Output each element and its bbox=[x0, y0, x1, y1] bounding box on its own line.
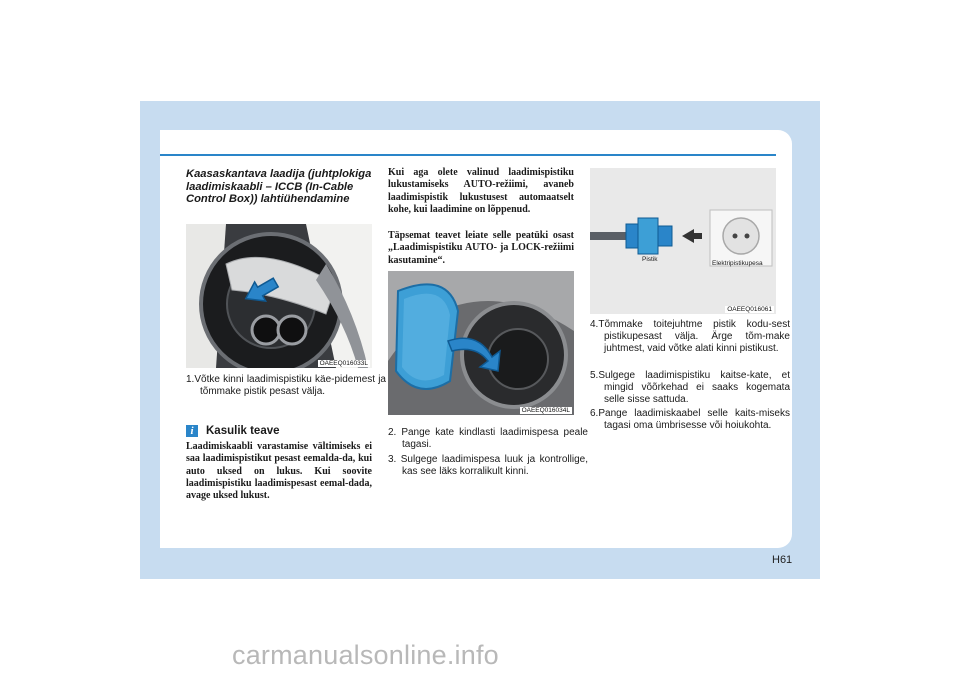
info-title-text: Kasulik teave bbox=[206, 425, 280, 437]
page-number: H61 bbox=[772, 554, 793, 566]
section-heading: Kaasaskantava laadija (juhtplokiga laadimiskaabli – ICCB (In-Cable Control Box)) lahtiühendamine bbox=[186, 168, 372, 206]
charging-port-illustration bbox=[186, 224, 372, 368]
step-5: 5.Sulgege laadimispistiku kaitse-kate, et mingid võõrkehad ei saaks kogemata selle sisse sattuda. bbox=[590, 370, 790, 406]
port-cover-photo bbox=[388, 271, 574, 415]
info-icon: i bbox=[186, 425, 198, 437]
step-1: 1.Võtke kinni laadimispistiku käe-pidemest ja tõmmake pistik pesast välja. bbox=[186, 374, 386, 398]
reference-paragraph: Täpsemat teavet leiate selle peatüki osast „Laadimispistiku AUTO- ja LOCK-režiimi kasutamine“. bbox=[388, 230, 574, 266]
socket-label: Elektripistikupesa bbox=[712, 260, 763, 267]
plug-socket-illustration bbox=[590, 168, 776, 314]
figure-code: OAEEQ016033L bbox=[319, 360, 368, 367]
step-3: 3. Sulgege laadimispesa luuk ja kontrollige, kas see läks korralikult kinni. bbox=[388, 454, 588, 478]
info-box-title bbox=[186, 425, 280, 437]
step-4: 4.Tõmmake toitejuhtme pistik kodu-sest pistikupesast välja. Ärge tõm-make juhtmest, vaid võtke alati kinni pistikust. bbox=[590, 319, 790, 355]
charging-port-photo bbox=[186, 224, 372, 368]
watermark: carmanualsonline.info bbox=[232, 640, 499, 670]
info-text: Laadimiskaabli varastamise vältimiseks ei saa laadimispistikut pesast eemalda-da, kui auto uksed on lukus. Kui soovite laadimispistiku laadimispesast eemal-dada, avage uksed lukust. bbox=[186, 441, 372, 502]
auto-mode-paragraph: Kui aga olete valinud laadimispistiku lukustamiseks AUTO-režiimi, avaneb laadimispistik lukustusest automaatselt kohe, kui laadimine on lõppenud. bbox=[388, 167, 574, 215]
plug-label: Pistik bbox=[642, 256, 658, 263]
header-rule bbox=[160, 154, 776, 156]
step-6: 6.Pange laadimiskaabel selle kaits-miseks tagasi oma ümbrisesse või hoiukohta. bbox=[590, 408, 790, 432]
figure-code: OAEEQ016034L bbox=[521, 407, 570, 414]
step-2: 2. Pange kate kindlasti laadimispesa peale tagasi. bbox=[388, 427, 588, 451]
port-cover-illustration bbox=[388, 271, 574, 415]
figure-code: OAEEQ016061 bbox=[727, 306, 772, 313]
plug-socket-figure bbox=[590, 168, 776, 314]
